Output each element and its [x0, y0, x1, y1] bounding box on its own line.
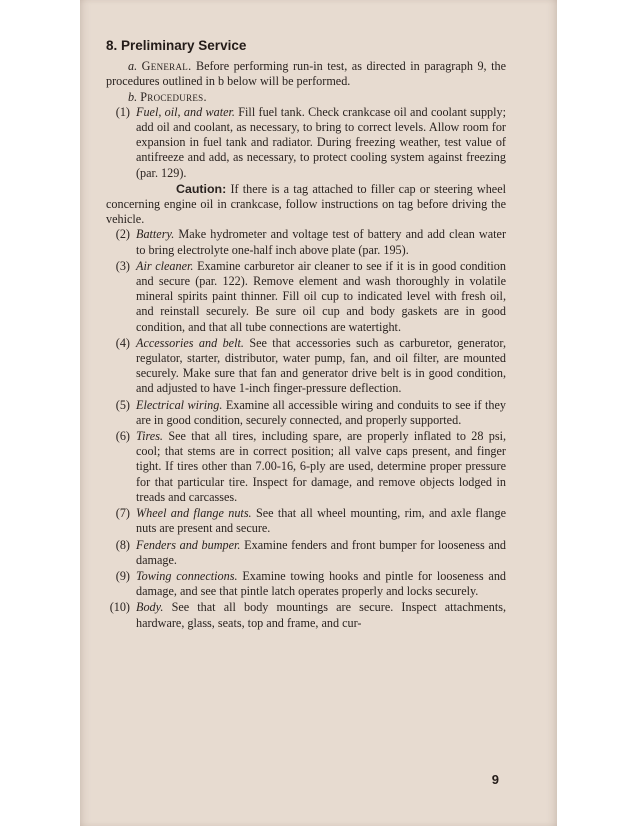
item-body	[136, 259, 506, 335]
general-title: General.	[141, 59, 192, 74]
procedures-title: Procedures.	[140, 89, 207, 104]
item-title: Fenders and bumper.	[136, 537, 241, 552]
item-number: (5)	[115, 397, 130, 412]
item-body	[136, 398, 506, 428]
item-body	[136, 227, 506, 257]
item-number: (2)	[115, 227, 130, 242]
item-title: Towing connections.	[136, 568, 238, 583]
item-text: Fill fuel tank. Check crankcase oil and coolant supply; add oil and coolant, as necessary, to bring to correct levels. Allow room for expansion in fuel tank and radiator. During freezing weather, test value of antifreeze and add, as necessary, to protect cooling system against freezing (par. 129).	[136, 104, 507, 180]
item-body	[136, 600, 506, 630]
item-title: Fuel, oil, and water.	[136, 104, 235, 119]
item-title: Tires.	[136, 429, 163, 444]
item-title: Battery.	[136, 227, 175, 242]
general-text: Before performing run-in test, as directed in paragraph 9, the procedures outlined in b below will be performed.	[106, 59, 507, 89]
procedures-paragraph	[106, 90, 506, 105]
procedure-item-1	[106, 105, 506, 181]
caution-text: If there is a tag attached to filler cap or steering wheel concerning engine oil in crankcase, follow instructions on tag before driving the vehicle.	[106, 181, 506, 227]
item-body	[136, 336, 506, 397]
general-label: a.	[128, 59, 138, 74]
procedure-item-10	[106, 600, 506, 630]
item-title: Accessories and belt.	[136, 335, 244, 350]
general-paragraph	[106, 59, 506, 89]
item-text: See that accessories such as carburetor, generator, regulator, starter, distributor, water pump, fan, and oil filter, are mounted securely. Make sure that fan and generator drive belt is in good condition, and adjusted to have 1-inch finger-pressure deflection.	[136, 335, 507, 396]
procedure-item-2	[106, 227, 506, 257]
caution-note	[106, 182, 506, 228]
item-body	[136, 506, 506, 536]
item-number: (7)	[115, 506, 130, 521]
item-body	[136, 429, 506, 505]
caution-label: Caution:	[176, 181, 227, 196]
item-body	[136, 538, 506, 568]
item-title: Body.	[136, 600, 164, 615]
item-number: (4)	[115, 335, 130, 350]
item-text: See that all tires, including spare, are properly inflated to 28 psi, cool; that stems are in correct position; all valve caps present, and finger tight. If tires other than 7.00-16, 6-ply are used, determine proper pressure for that particular tire. Inspect for damage, and remove objects lodged in treads and carcasses.	[136, 429, 506, 504]
book-page	[80, 0, 557, 826]
section-heading: 8. Preliminary Service	[106, 38, 247, 53]
item-text: Examine all accessible wiring and conduits to see if they are in good condition, securely connected, and properly supported.	[136, 397, 506, 427]
procedure-item-3	[106, 259, 506, 335]
item-text: See that all body mountings are secure. Inspect attachments, hardware, glass, seats, top and frame, and cur-	[136, 600, 507, 630]
procedures-label: b.	[128, 89, 138, 104]
procedure-item-5	[106, 398, 506, 428]
item-number: (10)	[109, 600, 130, 615]
procedure-item-9	[106, 569, 506, 599]
item-number: (9)	[115, 568, 130, 583]
item-title: Electrical wiring.	[136, 397, 223, 412]
procedure-item-6	[106, 429, 506, 505]
procedure-item-7	[106, 506, 506, 536]
item-title: Air cleaner.	[136, 258, 194, 273]
item-number: (8)	[115, 537, 130, 552]
procedure-item-4	[106, 336, 506, 397]
page-number: 9	[491, 772, 499, 787]
item-number: (6)	[115, 429, 130, 444]
item-text: Make hydrometer and voltage test of battery and add clean water to bring electrolyte one-half inch above plate (par. 195).	[136, 227, 507, 257]
item-text: Examine fenders and front bumper for looseness and damage.	[136, 537, 507, 567]
page-content	[106, 38, 506, 632]
procedure-item-8	[106, 538, 506, 568]
item-title: Wheel and flange nuts.	[136, 506, 252, 521]
item-body	[136, 569, 506, 599]
item-text: Examine towing hooks and pintle for looseness and damage, and see that pintle latch operates properly and locks securely.	[136, 568, 507, 599]
item-number: (3)	[115, 258, 130, 273]
item-number: (1)	[115, 104, 130, 119]
item-text: See that all wheel mounting, rim, and axle flange nuts are present and secure.	[136, 506, 506, 536]
item-body	[136, 105, 506, 181]
item-text: Examine carburetor air cleaner to see if it is in good condition and secure (par. 122). Remove element and wash thoroughly in volatile mineral spirits paint thinner. Fill oil cup to indicated level with fresh oil, and reinstall securely. Be sure oil cup and body gaskets are in good condition, and that all tube connections are watertight.	[136, 258, 506, 334]
